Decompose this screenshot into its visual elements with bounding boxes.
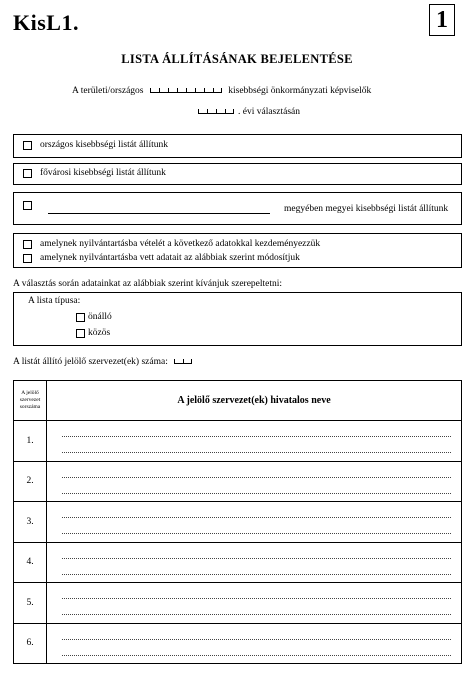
registration-box [13,233,462,268]
org-name-field[interactable] [47,421,462,462]
county-list-box [13,192,462,225]
list-type-box [13,292,462,346]
independent-label: önálló [88,312,112,322]
row-number: 6. [14,623,47,664]
row-number: 5. [14,583,47,624]
national-list-checkbox[interactable] [23,141,32,150]
intro-prefix: A területi/országos [72,86,144,96]
capital-list-box [13,163,462,185]
register-new-checkbox[interactable] [23,240,32,249]
joint-label: közös [88,328,111,338]
org-count-label: A listát állító jelölő szervezet(ek) száma: [13,357,168,367]
minority-code-field[interactable] [150,85,222,93]
row-number: 2. [14,461,47,502]
independent-checkbox[interactable] [76,313,85,322]
list-type-intro: A választás során adatainkat az alábbiak szerint kívánjuk szerepeltetni: [13,279,283,289]
intro-suffix: kisebbségi önkormányzati képviselők [228,86,372,96]
table-row [14,583,462,624]
election-suffix: . évi választásán [238,107,300,117]
table-row [14,542,462,583]
table-row [14,623,462,664]
table-row [14,461,462,502]
org-name-field[interactable] [47,623,462,664]
capital-list-label: fővárosi kisebbségi listát állítunk [40,168,166,178]
row-number: 4. [14,542,47,583]
form-code: KisL1. [13,10,79,35]
national-list-box [13,134,462,158]
table-row [14,502,462,543]
county-name-field[interactable] [48,205,270,214]
register-new-label: amelynek nyilvántartásba vételét a következő adatokkal kezdeményezzük [40,239,321,249]
org-name-field[interactable] [47,502,462,543]
org-name-field[interactable] [47,583,462,624]
org-name-field[interactable] [47,461,462,502]
county-list-label: megyében megyei kisebbségi listát állítunk [284,204,449,214]
org-count-field[interactable] [174,356,192,364]
row-number: 3. [14,502,47,543]
intro-line [72,85,371,96]
col-num-header: A jelölő szervezet sorszáma [14,381,47,421]
election-year-field[interactable] [198,106,234,114]
county-list-checkbox[interactable] [23,201,32,210]
table-header-row [14,381,462,421]
election-year-line [194,106,300,117]
register-modify-checkbox[interactable] [23,254,32,263]
row-number: 1. [14,421,47,462]
national-list-label: országos kisebbségi listát állítunk [40,140,168,150]
org-name-field[interactable] [47,542,462,583]
list-type-label: A lista típusa: [28,296,81,306]
joint-checkbox[interactable] [76,329,85,338]
table-row [14,421,462,462]
register-modify-label: amelynek nyilvántartásba vett adatait az alábbiak szerint módosítjuk [40,253,300,263]
col-name-header: A jelölő szervezet(ek) hivatalos neve [47,381,462,421]
organizations-table [13,380,462,664]
capital-list-checkbox[interactable] [23,169,32,178]
page-number: 1 [429,4,455,36]
org-count-line [13,356,196,367]
page-title: LISTA ÁLLÍTÁSÁNAK BEJELENTÉSE [121,52,353,66]
